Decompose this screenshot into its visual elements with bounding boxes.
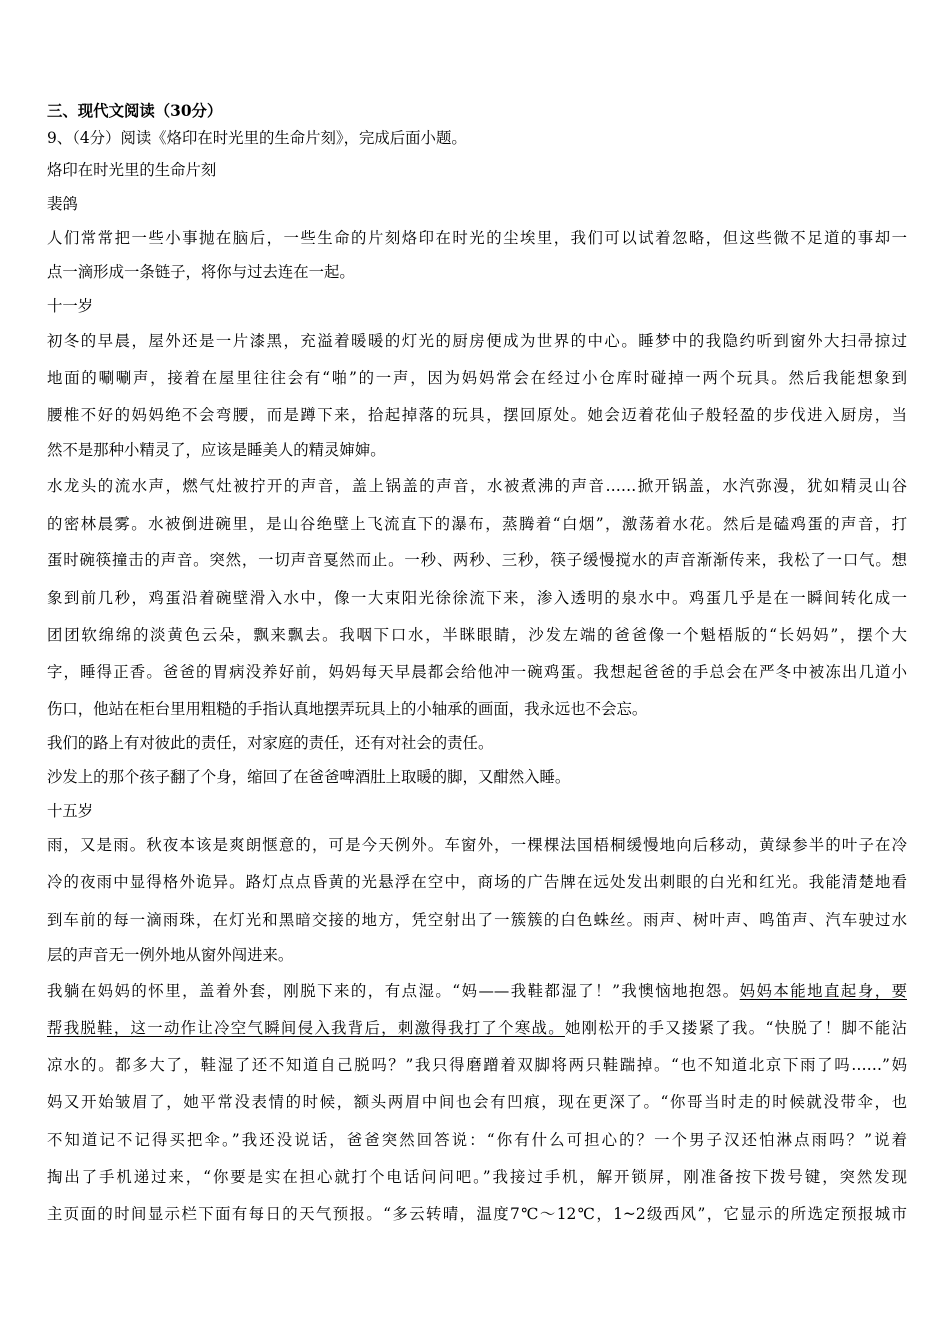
paragraph-line: 到车前的每一滴雨珠，在灯光和黑暗交接的地方，凭空射出了一簇簇的白色蛛丝。雨声、树叶声、鸣笛声、汽车驶过水: [47, 911, 907, 929]
paragraph-line: 水龙头的流水声，燃气灶被拧开的声音，盖上锅盖的声音，水被煮沸的声音……掀开锅盖，水汽弥漫，犹如精灵山谷: [47, 477, 907, 495]
paragraph-line: 字，睡得正香。爸爸的胃病没养好前，妈妈每天早晨都会给他冲一碗鸡蛋。我想起爸爸的手总会在严冬中被冻出几道小: [47, 663, 907, 681]
plain-text: 她刚松开的手又搂紧了我。“快脱了！脚不能沾: [564, 1019, 907, 1037]
paragraph-line: 主页面的时间显示栏下面有每日的天气预报。“多云转晴，温度7℃～12℃，1~2级西风”，它显示的所选定预报城市: [47, 1205, 907, 1223]
article-title: 烙印在时光里的生命片刻: [47, 161, 217, 179]
plain-text: 我躺在妈妈的怀里，盖着外套，刚脱下来的，有点湿。“妈——我鞋都湿了！”我懊恼地抱怨。: [47, 982, 740, 1000]
paragraph-line: 初冬的早晨，屋外还是一片漆黑，充溢着暖暖的灯光的厨房便成为世界的中心。睡梦中的我隐约听到窗外大扫帚掠过: [47, 332, 907, 350]
paragraph-line: 的密林晨雾。水被倒进碗里，是山谷绝壁上飞流直下的瀑布，蒸腾着“白烟”，激荡着水花。然后是磕鸡蛋的声音，打: [47, 515, 907, 533]
underlined-sentence: 帮我脱鞋，这一动作让冷空气瞬间侵入我背后，刺激得我打了个寒战。: [47, 1019, 565, 1037]
paragraph-line: 伤口，他站在柜台里用粗糙的手指认真地摆弄玩具上的小轴承的画面，我永远也不会忘。: [47, 700, 648, 718]
paragraph-line: [47, 1018, 907, 1038]
paragraph-line: 地面的唰唰声，接着在屋里往往会有“啪”的一声，因为妈妈常会在经过小仓库时碰掉一两个玩具。然后我能想象到: [47, 369, 907, 387]
paragraph-line: 团团软绵绵的淡黄色云朵，飘来飘去。我咽下口水，半眯眼睛，沙发左端的爸爸像一个魁梧版的“长妈妈”，摆个大: [47, 626, 907, 644]
paragraph-line: 沙发上的那个孩子翻了个身，缩回了在爸爸啤酒肚上取暖的脚，又酣然入睡。: [47, 768, 571, 786]
underlined-sentence: 妈妈本能地直起身，要: [739, 982, 907, 1000]
paragraph-line: 妈又开始皱眉了，她平常没表情的时候，额头两眉中间也会有凹痕，现在更深了。“你哥当时走的时候就没带伞，也: [47, 1093, 907, 1111]
paragraph-line: 冷的夜雨中显得格外诡异。路灯点点昏黄的光悬浮在空中，商场的广告牌在远处发出刺眼的白光和红光。我能清楚地看: [47, 873, 907, 891]
intro-line: 人们常常把一些小事抛在脑后，一些生命的片刻烙印在时光的尘埃里，我们可以试着忽略，但这些微不足道的事却一: [47, 229, 907, 247]
paragraph-line: 凉水的。都多大了，鞋湿了还不知道自己脱吗？”我只得磨蹭着双脚将两只鞋踹掉。“也不知道北京下雨了吗……”妈: [47, 1056, 907, 1074]
paragraph-line: 腰椎不好的妈妈绝不会弯腰，而是蹲下来，拾起掉落的玩具，摆回原处。她会迈着花仙子般轻盈的步伐进入厨房，当: [47, 406, 907, 424]
paragraph-line: 雨，又是雨。秋夜本该是爽朗惬意的，可是今天例外。车窗外，一棵棵法国梧桐缓慢地向后移动，黄绿参半的叶子在冷: [47, 836, 907, 854]
article-author: 裴鸽: [47, 195, 78, 213]
paragraph-line: [47, 981, 907, 1001]
section-title: 三、现代文阅读（30分）: [47, 102, 223, 120]
paragraph-line: 然不是那种小精灵了，应该是睡美人的精灵婶婶。: [47, 441, 386, 459]
paragraph-line: 蛋时碗筷撞击的声音。突然，一切声音戛然而止。一秒、两秒、三秒，筷子缓慢搅水的声音渐渐传来，我松了一口气。想: [47, 551, 907, 569]
paragraph-line: 层的声音无一例外地从窗外闯进来。: [47, 946, 294, 964]
paragraph-line: 不知道记不记得买把伞。”我还没说话，爸爸突然回答说：“你有什么可担心的？一个男子汉还怕淋点雨吗？”说着: [47, 1131, 907, 1149]
paragraph-line: 掏出了手机递过来，“你要是实在担心就打个电话问问吧。”我接过手机，解开锁屏，刚准备按下拨号键，突然发现: [47, 1168, 907, 1186]
question-prompt: 9、（4分）阅读《烙印在时光里的生命片刻》，完成后面小题。: [47, 129, 467, 147]
intro-line: 点一滴形成一条链子，将你与过去连在一起。: [47, 263, 355, 281]
section-heading-age-15: 十五岁: [47, 802, 94, 820]
paragraph-line: 象到前几秒，鸡蛋沿着碗壁滑入水中，像一大束阳光徐徐流下来，渗入透明的泉水中。鸡蛋几乎是在一瞬间转化成一: [47, 589, 907, 607]
section-heading-age-11: 十一岁: [47, 297, 94, 315]
paragraph-line: 我们的路上有对彼此的责任，对家庭的责任，还有对社会的责任。: [47, 734, 494, 752]
